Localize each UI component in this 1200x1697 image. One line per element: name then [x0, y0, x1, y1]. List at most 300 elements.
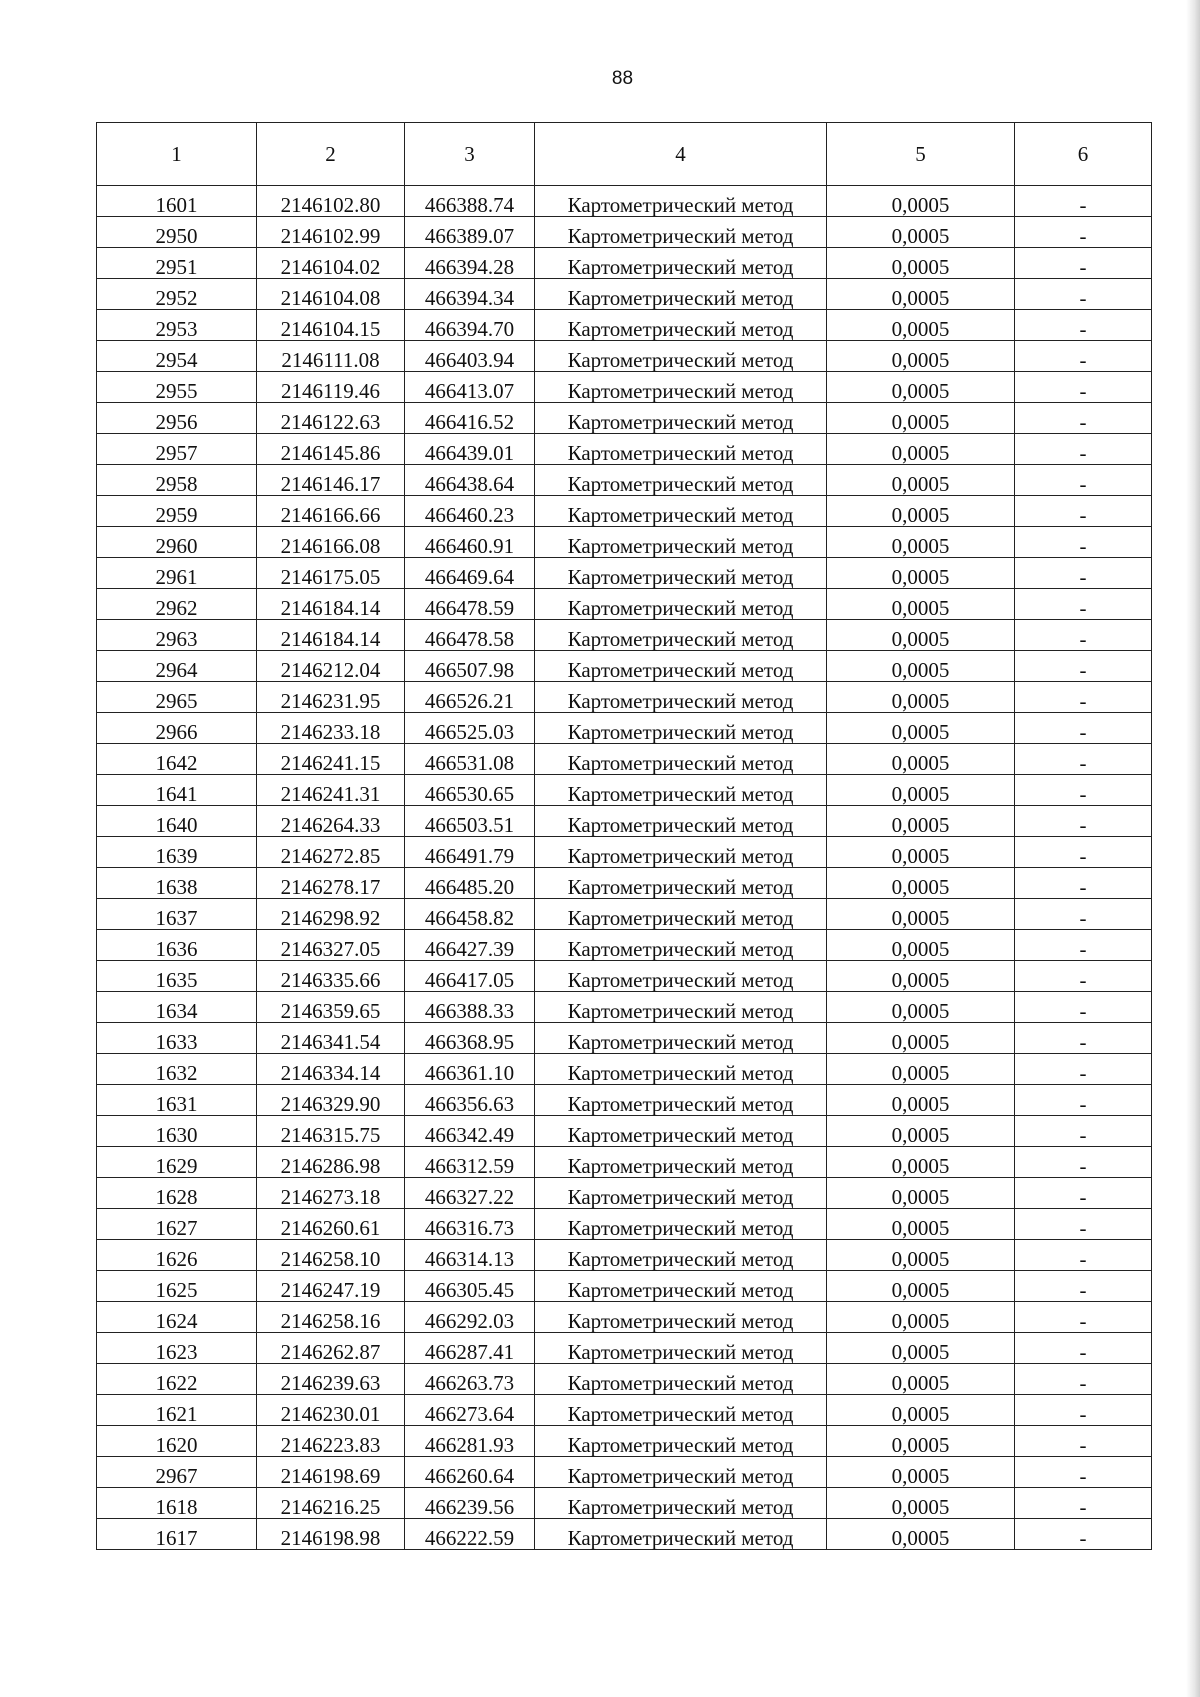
table-row [97, 1023, 1152, 1054]
cell-method: Картометрический метод [535, 1209, 827, 1240]
cell-note: - [1015, 558, 1152, 589]
cell-y-coordinate: 466458.82 [405, 899, 535, 930]
cell-point-number: 2956 [97, 403, 257, 434]
cell-note: - [1015, 1054, 1152, 1085]
cell-point-number: 1630 [97, 1116, 257, 1147]
table-row [97, 217, 1152, 248]
cell-method: Картометрический метод [535, 1054, 827, 1085]
cell-point-number: 2963 [97, 620, 257, 651]
cell-x-coordinate: 2146212.04 [257, 651, 405, 682]
cell-y-coordinate: 466491.79 [405, 837, 535, 868]
cell-note: - [1015, 992, 1152, 1023]
cell-accuracy: 0,0005 [827, 1116, 1015, 1147]
cell-y-coordinate: 466417.05 [405, 961, 535, 992]
table-row [97, 651, 1152, 682]
cell-point-number: 1624 [97, 1302, 257, 1333]
cell-point-number: 1638 [97, 868, 257, 899]
cell-accuracy: 0,0005 [827, 527, 1015, 558]
cell-method: Картометрический метод [535, 713, 827, 744]
cell-accuracy: 0,0005 [827, 217, 1015, 248]
cell-accuracy: 0,0005 [827, 310, 1015, 341]
cell-note: - [1015, 434, 1152, 465]
cell-x-coordinate: 2146335.66 [257, 961, 405, 992]
cell-x-coordinate: 2146166.66 [257, 496, 405, 527]
page-number: 88 [611, 68, 634, 89]
cell-point-number: 2953 [97, 310, 257, 341]
cell-method: Картометрический метод [535, 744, 827, 775]
header-col-4: 4 [535, 123, 827, 186]
cell-accuracy: 0,0005 [827, 713, 1015, 744]
cell-point-number: 1633 [97, 1023, 257, 1054]
cell-accuracy: 0,0005 [827, 465, 1015, 496]
cell-method: Картометрический метод [535, 279, 827, 310]
cell-point-number: 1628 [97, 1178, 257, 1209]
cell-x-coordinate: 2146122.63 [257, 403, 405, 434]
cell-x-coordinate: 2146272.85 [257, 837, 405, 868]
table-row [97, 1240, 1152, 1271]
cell-note: - [1015, 589, 1152, 620]
cell-y-coordinate: 466416.52 [405, 403, 535, 434]
cell-point-number: 2950 [97, 217, 257, 248]
cell-y-coordinate: 466438.64 [405, 465, 535, 496]
table-row [97, 403, 1152, 434]
cell-point-number: 2957 [97, 434, 257, 465]
cell-method: Картометрический метод [535, 589, 827, 620]
cell-point-number: 2954 [97, 341, 257, 372]
cell-note: - [1015, 372, 1152, 403]
cell-y-coordinate: 466356.63 [405, 1085, 535, 1116]
cell-accuracy: 0,0005 [827, 248, 1015, 279]
table-row [97, 1178, 1152, 1209]
cell-x-coordinate: 2146298.92 [257, 899, 405, 930]
cell-y-coordinate: 466273.64 [405, 1395, 535, 1426]
cell-x-coordinate: 2146329.90 [257, 1085, 405, 1116]
cell-y-coordinate: 466388.33 [405, 992, 535, 1023]
cell-accuracy: 0,0005 [827, 651, 1015, 682]
table-row [97, 1426, 1152, 1457]
cell-accuracy: 0,0005 [827, 186, 1015, 217]
cell-point-number: 1601 [97, 186, 257, 217]
table-row [97, 527, 1152, 558]
cell-point-number: 1622 [97, 1364, 257, 1395]
cell-y-coordinate: 466478.59 [405, 589, 535, 620]
cell-method: Картометрический метод [535, 1364, 827, 1395]
cell-point-number: 1626 [97, 1240, 257, 1271]
cell-accuracy: 0,0005 [827, 837, 1015, 868]
cell-method: Картометрический метод [535, 868, 827, 899]
table-row [97, 1147, 1152, 1178]
table-row [97, 620, 1152, 651]
cell-note: - [1015, 1488, 1152, 1519]
cell-method: Картометрический метод [535, 899, 827, 930]
header-col-1: 1 [97, 123, 257, 186]
cell-x-coordinate: 2146264.33 [257, 806, 405, 837]
cell-y-coordinate: 466342.49 [405, 1116, 535, 1147]
cell-note: - [1015, 837, 1152, 868]
cell-y-coordinate: 466530.65 [405, 775, 535, 806]
cell-method: Картометрический метод [535, 620, 827, 651]
table-row [97, 1085, 1152, 1116]
cell-accuracy: 0,0005 [827, 1023, 1015, 1054]
cell-y-coordinate: 466305.45 [405, 1271, 535, 1302]
cell-method: Картометрический метод [535, 1271, 827, 1302]
cell-method: Картометрический метод [535, 186, 827, 217]
header-col-5: 5 [827, 123, 1015, 186]
cell-accuracy: 0,0005 [827, 1085, 1015, 1116]
table-row [97, 372, 1152, 403]
table-row [97, 713, 1152, 744]
cell-point-number: 2951 [97, 248, 257, 279]
cell-point-number: 2952 [97, 279, 257, 310]
cell-method: Картометрический метод [535, 651, 827, 682]
cell-accuracy: 0,0005 [827, 372, 1015, 403]
cell-method: Картометрический метод [535, 961, 827, 992]
table-row [97, 1519, 1152, 1550]
cell-x-coordinate: 2146104.15 [257, 310, 405, 341]
table-row [97, 496, 1152, 527]
cell-method: Картометрический метод [535, 1333, 827, 1364]
cell-y-coordinate: 466413.07 [405, 372, 535, 403]
cell-x-coordinate: 2146233.18 [257, 713, 405, 744]
cell-point-number: 1631 [97, 1085, 257, 1116]
cell-y-coordinate: 466222.59 [405, 1519, 535, 1550]
cell-y-coordinate: 466439.01 [405, 434, 535, 465]
cell-point-number: 1617 [97, 1519, 257, 1550]
cell-method: Картометрический метод [535, 1488, 827, 1519]
cell-x-coordinate: 2146175.05 [257, 558, 405, 589]
scan-edge [1186, 0, 1200, 1697]
cell-y-coordinate: 466507.98 [405, 651, 535, 682]
cell-accuracy: 0,0005 [827, 961, 1015, 992]
cell-point-number: 2960 [97, 527, 257, 558]
cell-method: Картометрический метод [535, 806, 827, 837]
cell-y-coordinate: 466460.23 [405, 496, 535, 527]
cell-note: - [1015, 186, 1152, 217]
cell-x-coordinate: 2146223.83 [257, 1426, 405, 1457]
cell-x-coordinate: 2146286.98 [257, 1147, 405, 1178]
cell-method: Картометрический метод [535, 1023, 827, 1054]
cell-x-coordinate: 2146230.01 [257, 1395, 405, 1426]
cell-note: - [1015, 248, 1152, 279]
cell-accuracy: 0,0005 [827, 434, 1015, 465]
cell-x-coordinate: 2146315.75 [257, 1116, 405, 1147]
cell-accuracy: 0,0005 [827, 806, 1015, 837]
cell-note: - [1015, 403, 1152, 434]
cell-y-coordinate: 466287.41 [405, 1333, 535, 1364]
cell-point-number: 2965 [97, 682, 257, 713]
table-row [97, 1364, 1152, 1395]
cell-x-coordinate: 2146111.08 [257, 341, 405, 372]
cell-note: - [1015, 744, 1152, 775]
cell-point-number: 1627 [97, 1209, 257, 1240]
cell-note: - [1015, 496, 1152, 527]
table-header [97, 123, 1152, 186]
cell-accuracy: 0,0005 [827, 1209, 1015, 1240]
cell-method: Картометрический метод [535, 1147, 827, 1178]
table-row [97, 1395, 1152, 1426]
cell-point-number: 2959 [97, 496, 257, 527]
cell-accuracy: 0,0005 [827, 1178, 1015, 1209]
table-body [97, 186, 1152, 1550]
cell-x-coordinate: 2146184.14 [257, 589, 405, 620]
cell-y-coordinate: 466525.03 [405, 713, 535, 744]
cell-y-coordinate: 466394.70 [405, 310, 535, 341]
cell-note: - [1015, 465, 1152, 496]
cell-note: - [1015, 1457, 1152, 1488]
cell-x-coordinate: 2146359.65 [257, 992, 405, 1023]
cell-note: - [1015, 1116, 1152, 1147]
header-col-2: 2 [257, 123, 405, 186]
cell-y-coordinate: 466327.22 [405, 1178, 535, 1209]
cell-x-coordinate: 2146241.31 [257, 775, 405, 806]
cell-y-coordinate: 466368.95 [405, 1023, 535, 1054]
cell-accuracy: 0,0005 [827, 744, 1015, 775]
header-row [97, 123, 1152, 186]
table-row [97, 1457, 1152, 1488]
cell-note: - [1015, 620, 1152, 651]
cell-y-coordinate: 466316.73 [405, 1209, 535, 1240]
cell-x-coordinate: 2146119.46 [257, 372, 405, 403]
cell-point-number: 1637 [97, 899, 257, 930]
cell-x-coordinate: 2146334.14 [257, 1054, 405, 1085]
cell-y-coordinate: 466260.64 [405, 1457, 535, 1488]
coordinates-table [96, 122, 1152, 1550]
cell-accuracy: 0,0005 [827, 496, 1015, 527]
cell-method: Картометрический метод [535, 496, 827, 527]
table-row [97, 1209, 1152, 1240]
cell-accuracy: 0,0005 [827, 279, 1015, 310]
cell-note: - [1015, 651, 1152, 682]
cell-x-coordinate: 2146102.99 [257, 217, 405, 248]
table-row [97, 930, 1152, 961]
cell-x-coordinate: 2146184.14 [257, 620, 405, 651]
cell-note: - [1015, 1519, 1152, 1550]
cell-y-coordinate: 466460.91 [405, 527, 535, 558]
cell-method: Картометрический метод [535, 310, 827, 341]
cell-accuracy: 0,0005 [827, 1395, 1015, 1426]
cell-point-number: 1625 [97, 1271, 257, 1302]
cell-method: Картометрический метод [535, 434, 827, 465]
cell-note: - [1015, 279, 1152, 310]
cell-note: - [1015, 775, 1152, 806]
cell-point-number: 1640 [97, 806, 257, 837]
cell-y-coordinate: 466427.39 [405, 930, 535, 961]
cell-y-coordinate: 466314.13 [405, 1240, 535, 1271]
table-row [97, 806, 1152, 837]
cell-x-coordinate: 2146241.15 [257, 744, 405, 775]
table-row [97, 186, 1152, 217]
cell-method: Картометрический метод [535, 558, 827, 589]
cell-point-number: 2967 [97, 1457, 257, 1488]
cell-point-number: 1629 [97, 1147, 257, 1178]
cell-x-coordinate: 2146104.08 [257, 279, 405, 310]
table-row [97, 341, 1152, 372]
cell-note: - [1015, 713, 1152, 744]
cell-y-coordinate: 466388.74 [405, 186, 535, 217]
cell-method: Картометрический метод [535, 1519, 827, 1550]
cell-accuracy: 0,0005 [827, 403, 1015, 434]
cell-method: Картометрический метод [535, 775, 827, 806]
cell-accuracy: 0,0005 [827, 558, 1015, 589]
cell-accuracy: 0,0005 [827, 1147, 1015, 1178]
table-row [97, 837, 1152, 868]
cell-note: - [1015, 1302, 1152, 1333]
cell-note: - [1015, 899, 1152, 930]
cell-y-coordinate: 466394.28 [405, 248, 535, 279]
cell-accuracy: 0,0005 [827, 930, 1015, 961]
cell-note: - [1015, 1240, 1152, 1271]
cell-method: Картометрический метод [535, 341, 827, 372]
cell-note: - [1015, 1147, 1152, 1178]
cell-accuracy: 0,0005 [827, 1054, 1015, 1085]
table-row [97, 589, 1152, 620]
cell-method: Картометрический метод [535, 372, 827, 403]
cell-point-number: 1639 [97, 837, 257, 868]
cell-point-number: 1634 [97, 992, 257, 1023]
cell-x-coordinate: 2146145.86 [257, 434, 405, 465]
table-row [97, 558, 1152, 589]
cell-accuracy: 0,0005 [827, 992, 1015, 1023]
cell-method: Картометрический метод [535, 527, 827, 558]
cell-y-coordinate: 466281.93 [405, 1426, 535, 1457]
cell-point-number: 2958 [97, 465, 257, 496]
cell-point-number: 1623 [97, 1333, 257, 1364]
cell-point-number: 2964 [97, 651, 257, 682]
cell-method: Картометрический метод [535, 1085, 827, 1116]
cell-note: - [1015, 341, 1152, 372]
cell-point-number: 1632 [97, 1054, 257, 1085]
cell-x-coordinate: 2146166.08 [257, 527, 405, 558]
cell-y-coordinate: 466361.10 [405, 1054, 535, 1085]
cell-y-coordinate: 466312.59 [405, 1147, 535, 1178]
cell-method: Картометрический метод [535, 837, 827, 868]
cell-y-coordinate: 466526.21 [405, 682, 535, 713]
table-row [97, 868, 1152, 899]
cell-method: Картометрический метод [535, 1302, 827, 1333]
header-col-6: 6 [1015, 123, 1152, 186]
cell-point-number: 1641 [97, 775, 257, 806]
cell-point-number: 1618 [97, 1488, 257, 1519]
cell-note: - [1015, 1333, 1152, 1364]
cell-note: - [1015, 806, 1152, 837]
cell-x-coordinate: 2146341.54 [257, 1023, 405, 1054]
cell-accuracy: 0,0005 [827, 1488, 1015, 1519]
cell-point-number: 1635 [97, 961, 257, 992]
table-row [97, 992, 1152, 1023]
table-row [97, 465, 1152, 496]
cell-x-coordinate: 2146146.17 [257, 465, 405, 496]
cell-method: Картометрический метод [535, 682, 827, 713]
table-row [97, 775, 1152, 806]
cell-y-coordinate: 466503.51 [405, 806, 535, 837]
cell-accuracy: 0,0005 [827, 682, 1015, 713]
cell-method: Картометрический метод [535, 992, 827, 1023]
cell-note: - [1015, 1023, 1152, 1054]
table-row [97, 1271, 1152, 1302]
cell-note: - [1015, 217, 1152, 248]
cell-x-coordinate: 2146198.69 [257, 1457, 405, 1488]
cell-y-coordinate: 466469.64 [405, 558, 535, 589]
cell-method: Картометрический метод [535, 465, 827, 496]
cell-method: Картометрический метод [535, 403, 827, 434]
cell-note: - [1015, 868, 1152, 899]
cell-x-coordinate: 2146262.87 [257, 1333, 405, 1364]
cell-y-coordinate: 466239.56 [405, 1488, 535, 1519]
cell-method: Картометрический метод [535, 930, 827, 961]
cell-accuracy: 0,0005 [827, 775, 1015, 806]
cell-note: - [1015, 310, 1152, 341]
cell-note: - [1015, 1178, 1152, 1209]
cell-note: - [1015, 961, 1152, 992]
table-row [97, 682, 1152, 713]
cell-method: Картометрический метод [535, 217, 827, 248]
table-row [97, 744, 1152, 775]
cell-note: - [1015, 1426, 1152, 1457]
table-row [97, 434, 1152, 465]
cell-point-number: 2961 [97, 558, 257, 589]
cell-x-coordinate: 2146327.05 [257, 930, 405, 961]
cell-y-coordinate: 466478.58 [405, 620, 535, 651]
cell-method: Картометрический метод [535, 1178, 827, 1209]
cell-x-coordinate: 2146198.98 [257, 1519, 405, 1550]
cell-method: Картометрический метод [535, 1426, 827, 1457]
table-row [97, 961, 1152, 992]
cell-y-coordinate: 466485.20 [405, 868, 535, 899]
cell-x-coordinate: 2146258.16 [257, 1302, 405, 1333]
cell-point-number: 2966 [97, 713, 257, 744]
cell-y-coordinate: 466292.03 [405, 1302, 535, 1333]
cell-accuracy: 0,0005 [827, 1333, 1015, 1364]
cell-x-coordinate: 2146273.18 [257, 1178, 405, 1209]
table-row [97, 1302, 1152, 1333]
header-col-3: 3 [405, 123, 535, 186]
cell-method: Картометрический метод [535, 1395, 827, 1426]
cell-accuracy: 0,0005 [827, 1519, 1015, 1550]
cell-accuracy: 0,0005 [827, 1302, 1015, 1333]
cell-x-coordinate: 2146216.25 [257, 1488, 405, 1519]
table-row [97, 1116, 1152, 1147]
table-row [97, 899, 1152, 930]
cell-x-coordinate: 2146239.63 [257, 1364, 405, 1395]
cell-x-coordinate: 2146258.10 [257, 1240, 405, 1271]
cell-note: - [1015, 1364, 1152, 1395]
cell-accuracy: 0,0005 [827, 899, 1015, 930]
cell-point-number: 2962 [97, 589, 257, 620]
cell-point-number: 1642 [97, 744, 257, 775]
cell-method: Картометрический метод [535, 248, 827, 279]
cell-x-coordinate: 2146260.61 [257, 1209, 405, 1240]
cell-y-coordinate: 466531.08 [405, 744, 535, 775]
table-row [97, 1488, 1152, 1519]
cell-y-coordinate: 466389.07 [405, 217, 535, 248]
cell-accuracy: 0,0005 [827, 1457, 1015, 1488]
cell-accuracy: 0,0005 [827, 1364, 1015, 1395]
cell-x-coordinate: 2146247.19 [257, 1271, 405, 1302]
cell-method: Картометрический метод [535, 1116, 827, 1147]
table-row [97, 310, 1152, 341]
cell-accuracy: 0,0005 [827, 1426, 1015, 1457]
cell-accuracy: 0,0005 [827, 341, 1015, 372]
cell-accuracy: 0,0005 [827, 589, 1015, 620]
cell-note: - [1015, 1085, 1152, 1116]
cell-accuracy: 0,0005 [827, 868, 1015, 899]
cell-point-number: 1620 [97, 1426, 257, 1457]
cell-note: - [1015, 682, 1152, 713]
cell-point-number: 1621 [97, 1395, 257, 1426]
cell-method: Картометрический метод [535, 1240, 827, 1271]
cell-point-number: 1636 [97, 930, 257, 961]
cell-note: - [1015, 930, 1152, 961]
